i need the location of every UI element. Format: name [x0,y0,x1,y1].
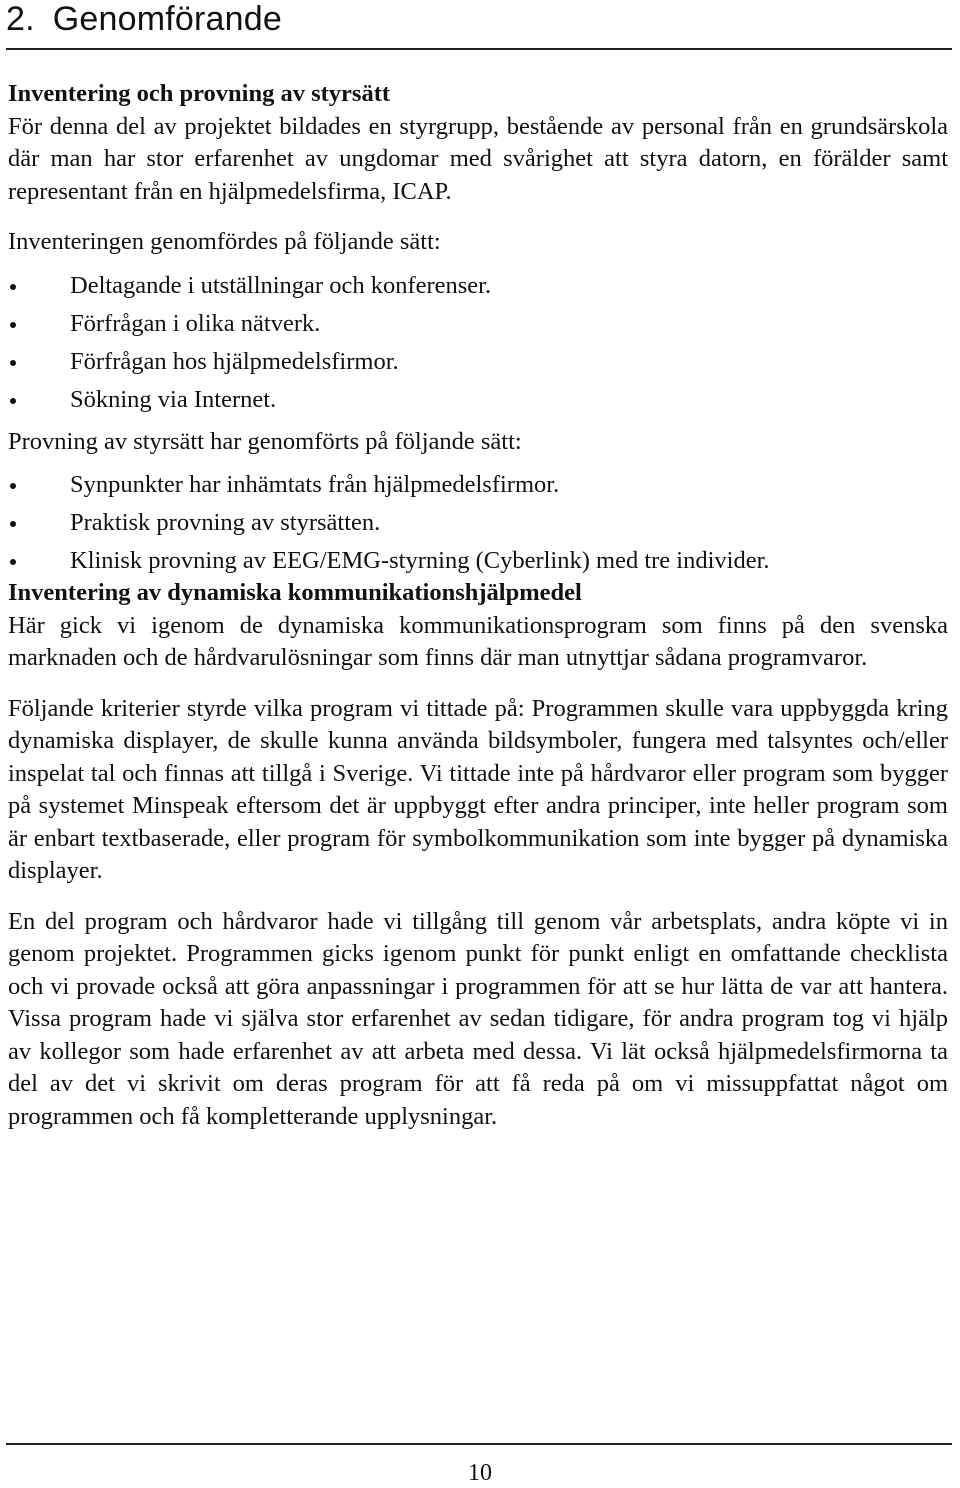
bullet-icon [10,360,16,366]
bullet-icon [10,559,16,565]
testing-lead-paragraph: Provning av styrsätt har genomförts på följande sätt: [8,427,522,455]
inventory-lead-paragraph: Inventeringen genomfördes på följande sätt: [8,228,441,255]
body-paragraph: En del program och hårdvaror hade vi tillgång till genom vår arbetsplats, andra köpte vi in genom projektet. Programmen gicks igenom punkt för punkt enligt en omfattande checklista och vi provade också att göra anpassningar i programmen för att se hur lätta de var att hantera. Vissa program hade vi själva stor erfarenhet av sedan tidigare, för andra program tog vi hjälp av kollegor som hade erfarenhet av att arbeta med dessa. Vi lät också hjälpmedelsfirmorna ta del av det vi skrivit om deras program för att få reda på om vi missuppfattat något om programmen och få kompletterande upplysningar. [8,907,948,1130]
bullet-icon [10,521,16,527]
chapter-title: Genomförande [52,0,282,38]
list-item-text: Praktisk provning av styrsätten. [70,509,381,536]
list-item-text: Sökning via Internet. [70,385,277,413]
chapter-heading [6,0,952,42]
section-heading-kommunikation: Inventering av dynamiska kommunikationshjälpmedel [8,579,582,606]
list-item-text: Förfrågan hos hjälpmedelsfirmor. [70,347,399,375]
testing-list [8,469,948,577]
list-item-text: Klinisk provning av EEG/EMG-styrning (Cyberlink) med tre individer. [70,547,770,574]
bullet-icon [10,483,16,489]
section-heading-styrsatt: Inventering och provning av styrsätt [8,80,391,107]
heading-rule [6,48,952,50]
intro-paragraph: För denna del av projektet bildades en styrgrupp, bestående av personal från en grundsärskola där man har stor erfarenhet av ungdomar med svårighet att styra datorn, en förälder samt representant från en hjälpmedelsfirma, ICAP. [8,112,948,205]
body-paragraph: Här gick vi igenom de dynamiska kommunikationsprogram som finns på den svenska marknaden och de hårdvarulösningar som finns där man utnyttjar sådana programvaror. [8,611,948,671]
list-item [8,384,948,416]
list-item-text: Synpunkter har inhämtats från hjälpmedelsfirmor. [70,471,560,498]
inventory-list [8,270,948,416]
list-item [8,346,948,378]
page-number: 10 [468,1460,492,1486]
list-item [8,545,948,577]
page-body [8,78,948,1133]
list-item-text: Deltagande i utställningar och konferenser. [70,271,492,299]
list-item [8,270,948,302]
bullet-icon [10,322,16,328]
list-item [8,507,948,539]
list-item [8,469,948,501]
bullet-icon [10,284,16,290]
body-paragraph: Följande kriterier styrde vilka program vi tittade på: Programmen skulle vara uppbyggda kring dynamiska displayer, de skulle kunna använda bildsymboler, fungera med talsyntes och/eller inspelat tal och finnas att tillgå i Sverige. Vi tittade inte på hårdvaror eller program som bygger på systemet Minspeak eftersom det är uppbyggt efter andra principer, inte heller program som är enbart textbaserade, eller program för symbolkommunikation som inte bygger på dynamiska displayer. [8,694,948,884]
list-item [8,308,948,340]
list-item-text: Förfrågan i olika nätverk. [70,309,321,337]
chapter-number: 2. [6,0,35,38]
bullet-icon [10,398,16,404]
footer-rule [6,1443,952,1445]
